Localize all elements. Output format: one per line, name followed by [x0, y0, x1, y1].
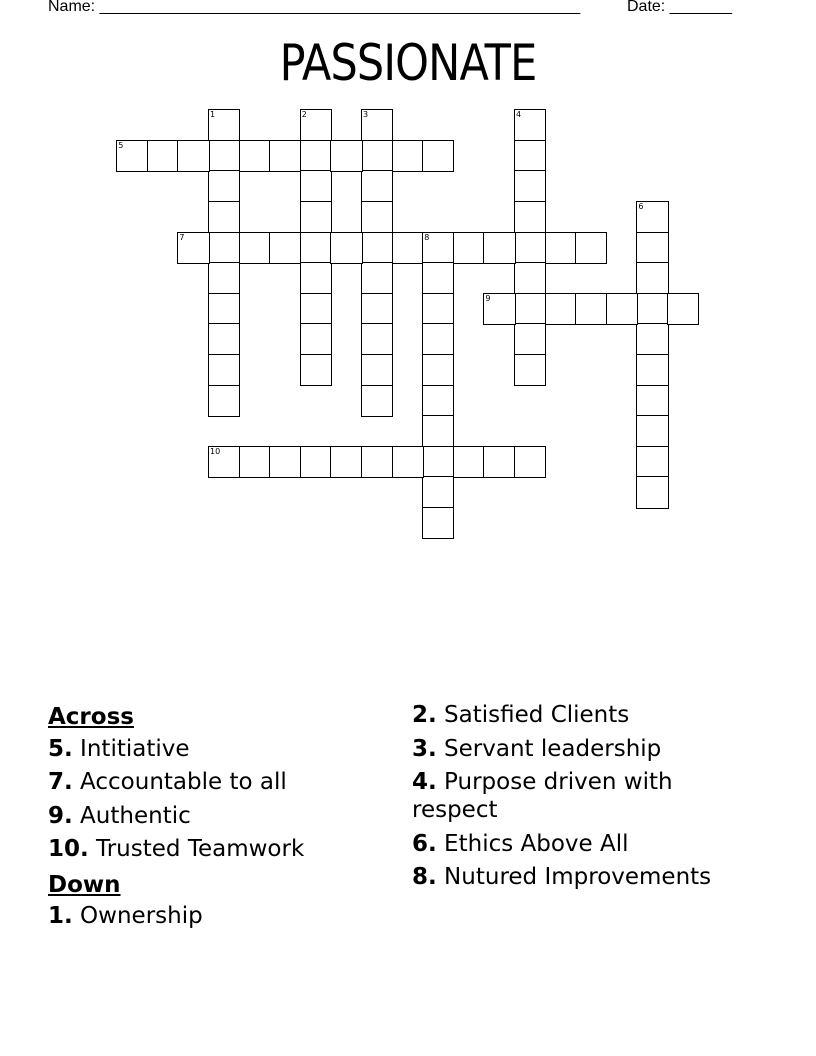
cell-number: 4 — [516, 110, 522, 120]
grid-cell[interactable] — [422, 262, 454, 294]
grid-cell[interactable] — [636, 293, 668, 325]
grid-cell[interactable] — [636, 476, 668, 508]
grid-cell[interactable] — [300, 170, 332, 202]
grid-cell[interactable] — [545, 293, 577, 325]
grid-cell[interactable] — [208, 323, 240, 355]
grid-cell[interactable] — [361, 385, 393, 417]
grid-cell[interactable] — [177, 140, 209, 172]
grid-cell[interactable] — [483, 232, 515, 264]
clue-text: Satisfied Clients — [436, 702, 630, 728]
grid-cell[interactable] — [392, 232, 424, 264]
grid-cell[interactable] — [636, 385, 668, 417]
clue-down-2 — [412, 701, 742, 729]
grid-cell[interactable] — [300, 354, 332, 386]
grid-cell[interactable] — [239, 446, 271, 478]
grid-cell[interactable] — [636, 415, 668, 447]
clue-text: Servant leadership — [436, 735, 662, 762]
grid-cell[interactable] — [330, 446, 362, 478]
grid-cell[interactable] — [514, 201, 546, 233]
grid-cell[interactable] — [361, 201, 393, 233]
grid-cell[interactable] — [208, 140, 240, 172]
clue-down-8 — [412, 863, 742, 891]
grid-cell[interactable] — [300, 232, 332, 264]
grid-cell[interactable] — [361, 170, 393, 202]
grid-cell[interactable] — [636, 201, 668, 233]
grid-cell[interactable] — [514, 262, 546, 294]
grid-cell[interactable] — [208, 354, 240, 386]
grid-cell[interactable] — [453, 232, 485, 264]
grid-cell[interactable] — [636, 446, 668, 478]
grid-cell[interactable] — [636, 232, 668, 264]
clue-down-1 — [48, 902, 398, 930]
clue-across-7 — [48, 768, 398, 796]
cell-number: 5 — [118, 140, 124, 150]
grid-cell[interactable] — [208, 201, 240, 233]
clue-number: 3. — [412, 735, 437, 762]
grid-cell[interactable] — [636, 354, 668, 386]
grid-cell[interactable] — [392, 140, 424, 172]
cell-number: 1 — [210, 110, 216, 120]
clue-text: Ethics Above All — [436, 830, 629, 857]
grid-cell[interactable] — [422, 446, 454, 478]
grid-cell[interactable] — [300, 201, 332, 233]
clue-number: 2. — [412, 702, 437, 728]
grid-cell[interactable] — [422, 293, 454, 325]
grid-cell[interactable] — [208, 385, 240, 417]
clue-number: 8. — [412, 864, 437, 890]
grid-cell[interactable] — [483, 293, 515, 325]
grid-cell[interactable] — [269, 232, 301, 264]
clue-text: Ownership — [72, 903, 203, 929]
clue-number: 10. — [48, 836, 89, 862]
grid-cell[interactable] — [177, 232, 209, 264]
clue-text: Purpose driven with respect — [412, 769, 673, 823]
grid-cell[interactable] — [483, 446, 515, 478]
grid-cell[interactable] — [575, 232, 607, 264]
grid-cell[interactable] — [422, 232, 454, 264]
grid-cell[interactable] — [361, 140, 393, 172]
grid-cell[interactable] — [330, 140, 362, 172]
grid-cell[interactable] — [116, 140, 148, 172]
grid-cell[interactable] — [269, 446, 301, 478]
grid-cell[interactable] — [514, 354, 546, 386]
grid-cell[interactable] — [300, 140, 332, 172]
clue-text: Trusted Teamwork — [88, 836, 305, 862]
grid-cell[interactable] — [208, 232, 240, 264]
grid-cell[interactable] — [208, 170, 240, 202]
clue-across-10 — [48, 835, 398, 863]
grid-cell[interactable] — [514, 140, 546, 172]
name-field[interactable]: Name: ______________________________________________________ — [48, 0, 581, 15]
grid-cell[interactable] — [239, 232, 271, 264]
grid-cell[interactable] — [208, 293, 240, 325]
clue-text: Intitiative — [72, 735, 190, 762]
clue-down-4 — [412, 768, 742, 824]
clue-number: 7. — [48, 769, 73, 795]
grid-cell[interactable] — [422, 476, 454, 508]
grid-cell[interactable] — [422, 323, 454, 355]
down-heading: Down — [48, 871, 121, 898]
grid-cell[interactable] — [636, 323, 668, 355]
grid-cell[interactable] — [361, 232, 393, 264]
clue-down-6 — [412, 830, 742, 858]
grid-cell[interactable] — [361, 262, 393, 294]
grid-cell[interactable] — [361, 109, 393, 141]
clue-number: 1. — [48, 903, 73, 929]
grid-cell[interactable] — [208, 262, 240, 294]
grid-cell[interactable] — [361, 446, 393, 478]
cell-number: 3 — [363, 110, 369, 120]
clue-down-3 — [412, 735, 742, 763]
grid-cell[interactable] — [208, 109, 240, 141]
clue-number: 9. — [48, 802, 73, 829]
across-heading: Across — [48, 704, 134, 730]
grid-cell[interactable] — [300, 323, 332, 355]
grid-cell[interactable] — [361, 323, 393, 355]
grid-cell[interactable] — [422, 354, 454, 386]
grid-cell[interactable] — [514, 323, 546, 355]
cell-number: 10 — [210, 446, 221, 456]
grid-cell[interactable] — [300, 109, 332, 141]
grid-cell[interactable] — [545, 232, 577, 264]
clue-across-9 — [48, 802, 398, 830]
grid-cell[interactable] — [300, 446, 332, 478]
grid-cell[interactable] — [300, 262, 332, 294]
grid-cell[interactable] — [330, 232, 362, 264]
clue-text: Authentic — [72, 802, 191, 829]
grid-cell[interactable] — [514, 170, 546, 202]
grid-cell[interactable] — [147, 140, 179, 172]
grid-cell[interactable] — [514, 293, 546, 325]
grid-cell[interactable] — [636, 262, 668, 294]
cell-number: 6 — [638, 202, 644, 211]
cell-number: 9 — [485, 293, 491, 303]
grid-cell[interactable] — [667, 293, 699, 325]
grid-cell[interactable] — [269, 140, 301, 172]
grid-cell[interactable] — [422, 140, 454, 172]
grid-cell[interactable] — [300, 293, 332, 325]
grid-cell[interactable] — [422, 385, 454, 417]
cell-number: 2 — [301, 110, 307, 120]
clue-number: 5. — [48, 735, 73, 762]
grid-cell[interactable] — [422, 507, 454, 539]
puzzle-title: PASSIONATE — [279, 34, 537, 92]
cell-number: 7 — [179, 232, 185, 242]
clue-number: 6. — [412, 830, 437, 857]
clues-left-column — [48, 701, 398, 936]
grid-cell[interactable] — [239, 140, 271, 172]
clue-across-5 — [48, 735, 398, 763]
date-field[interactable]: Date: _______ — [627, 0, 732, 15]
clues-right-column — [412, 701, 742, 897]
grid-cell[interactable] — [606, 293, 638, 325]
grid-cell[interactable] — [208, 446, 240, 478]
grid-cell[interactable] — [361, 354, 393, 386]
cell-number: 8 — [424, 232, 430, 242]
grid-cell[interactable] — [361, 293, 393, 325]
clue-text: Nutured Improvements — [436, 864, 712, 890]
grid-cell[interactable] — [575, 293, 607, 325]
clue-number: 4. — [412, 769, 437, 795]
grid-cell[interactable] — [514, 232, 546, 264]
grid-cell[interactable] — [422, 415, 454, 447]
grid-cell[interactable] — [392, 446, 424, 478]
grid-cell[interactable] — [514, 109, 546, 141]
grid-cell[interactable] — [453, 446, 485, 478]
clue-text: Accountable to all — [72, 769, 287, 795]
grid-cell[interactable] — [514, 446, 546, 478]
